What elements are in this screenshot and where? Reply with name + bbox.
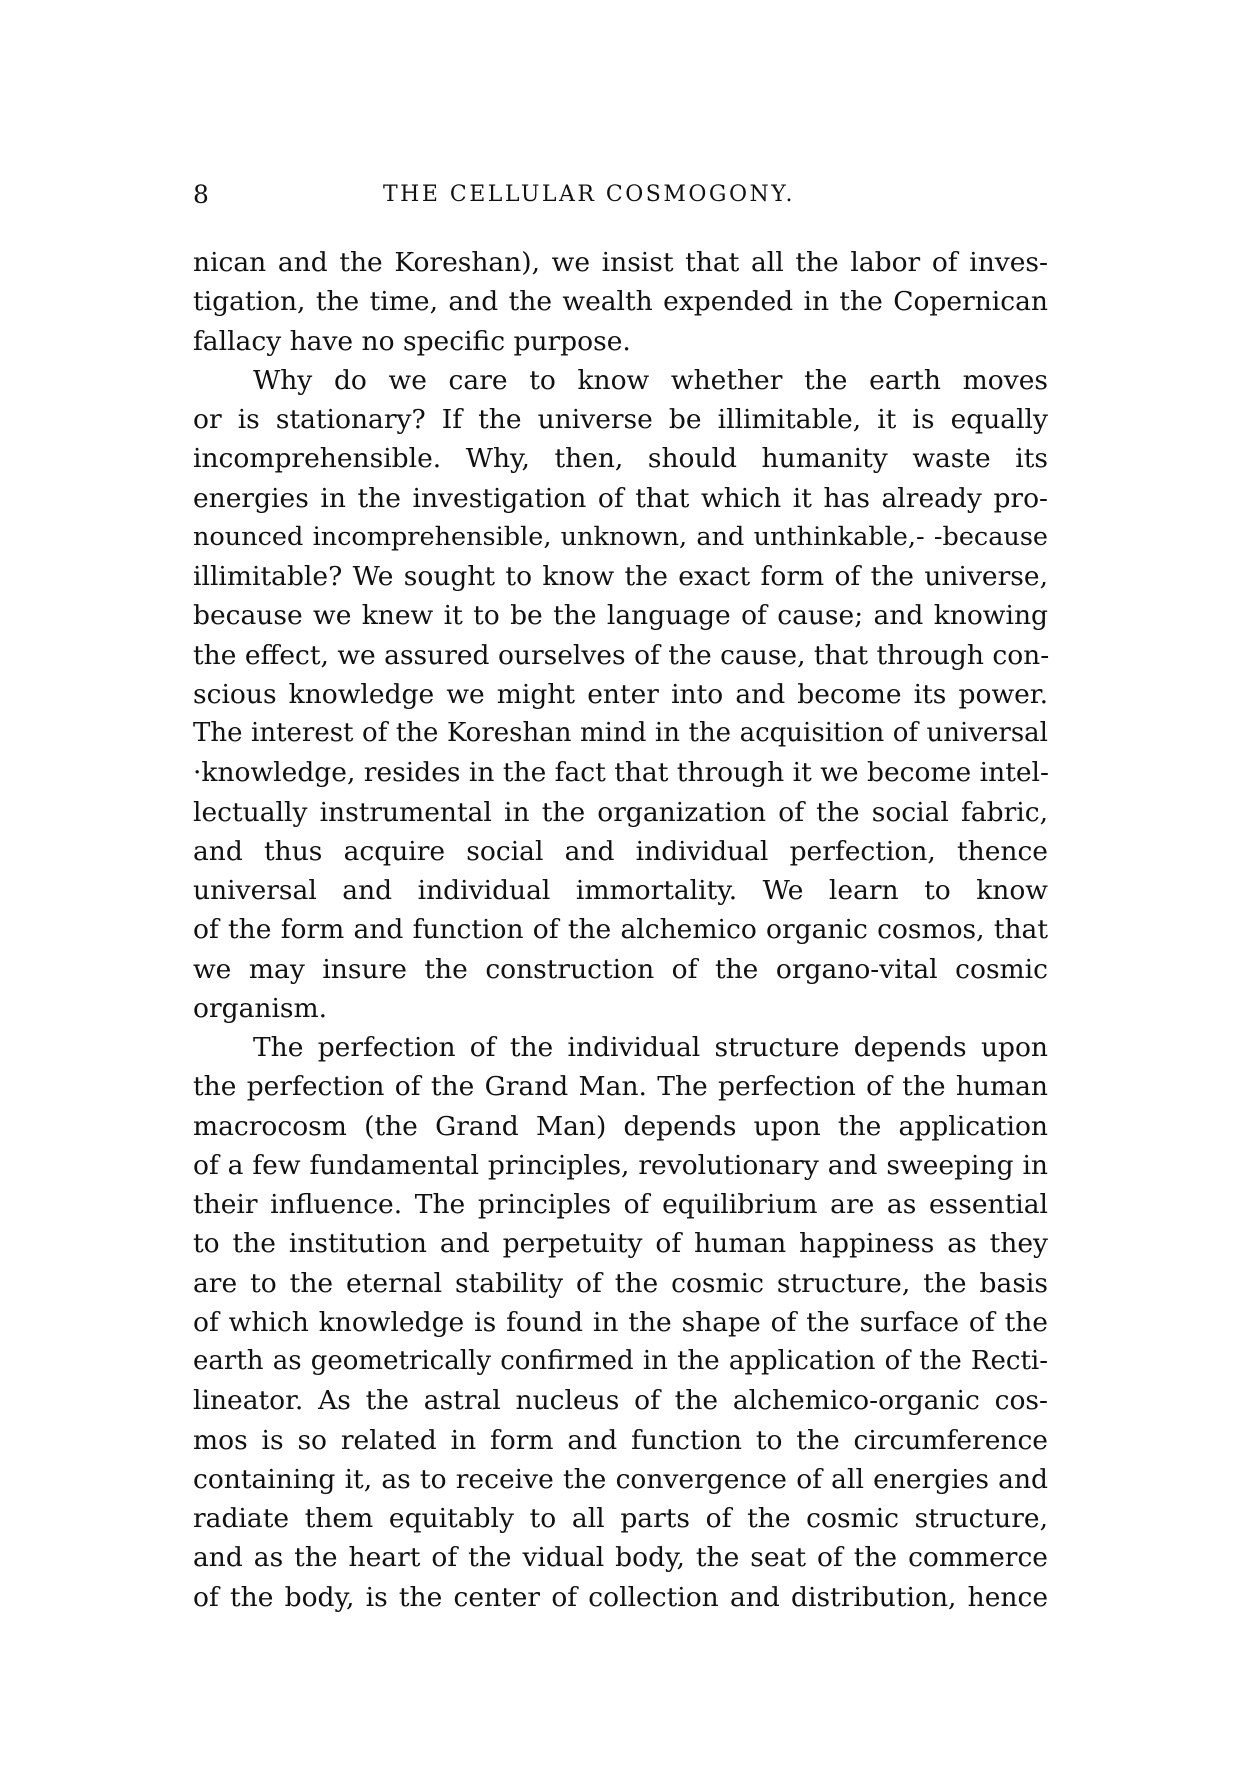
paragraph-1 (193, 243, 1048, 361)
text-line: ·knowledge, resides in the fact that through it we become intel- (193, 757, 1049, 789)
running-head (193, 180, 1048, 210)
text-line: and as the heart of the vidual body, the seat of the commerce (193, 1542, 1048, 1574)
text-line: The perfection of the individual structure depends upon (253, 1032, 1048, 1063)
text-line: are to the eternal stability of the cosmic structure, the basis (193, 1267, 1048, 1299)
text-line: the effect, we assured ourselves of the cause, that through con- (193, 639, 1050, 671)
text-line: macrocosm (the Grand Man) depends upon the application (193, 1110, 1048, 1142)
text-line: of the form and function of the alchemico organic cosmos, that (193, 914, 1048, 946)
text-line: earth as geometrically confirmed in the application of the Recti- (193, 1346, 1048, 1376)
text-line: energies in the investigation of that which it has already pro- (193, 482, 1048, 514)
text-line: the perfection of the Grand Man. The perfection of the human (193, 1071, 1048, 1103)
text-line: we may insure the construction of the organo-vital cosmic (193, 953, 1048, 985)
text-line: Why do we care to know whether the earth moves (253, 364, 1048, 396)
running-title: THE CELLULAR COSMOGONY. (383, 182, 795, 207)
text-line: to the institution and perpetuity of human happiness as they (193, 1228, 1048, 1260)
text-line: organism. (193, 992, 328, 1024)
text-line: or is stationary? If the universe be illimitable, it is equally (193, 404, 1048, 435)
paragraph-3 (193, 1028, 1048, 1617)
text-line: lineator. As the astral nucleus of the alchemico-organic cos- (193, 1385, 1048, 1417)
paragraph-2 (193, 361, 1048, 1028)
text-line: nican and the Koreshan), we insist that all the labor of inves- (193, 247, 1048, 278)
page-number: 8 (193, 180, 209, 209)
text-line: scious knowledge we might enter into and become its power. (193, 678, 1048, 710)
text-line: lectually instrumental in the organization of the social fabric, (193, 796, 1048, 828)
text-line: and thus acquire social and individual perfection, thence (193, 835, 1048, 867)
text-line: of a few fundamental principles, revolutionary and sweeping in (193, 1149, 1048, 1181)
text-line: illimitable? We sought to know the exact form of the universe, (193, 561, 1048, 592)
text-line: of the body, is the center of collection and distribution, hence (193, 1581, 1048, 1613)
text-line: tigation, the time, and the wealth expended in the Copernican (193, 286, 1048, 318)
text-line: universal and individual immortality. We learn to know (193, 875, 1048, 906)
text-line: radiate them equitably to all parts of the cosmic structure, (193, 1503, 1048, 1534)
text-line: incomprehensible. Why, then, should humanity waste its (193, 443, 1048, 475)
text-line: of which knowledge is found in the shape of the surface of the (193, 1306, 1048, 1338)
text-line: their influence. The principles of equilibrium are as essential (193, 1189, 1048, 1220)
text-line: The interest of the Koreshan mind in the acquisition of universal (193, 718, 1048, 748)
body-text (193, 243, 1048, 1617)
text-line: fallacy have no specific purpose. (193, 325, 631, 357)
text-line: because we knew it to be the language of cause; and knowing (193, 600, 1048, 632)
text-line: containing it, as to receive the convergence of all energies and (193, 1463, 1048, 1495)
text-line: mos is so related in form and function to the circumference (193, 1424, 1048, 1456)
text-line: nounced incomprehensible, unknown, and unthinkable,- -because (193, 521, 1048, 552)
